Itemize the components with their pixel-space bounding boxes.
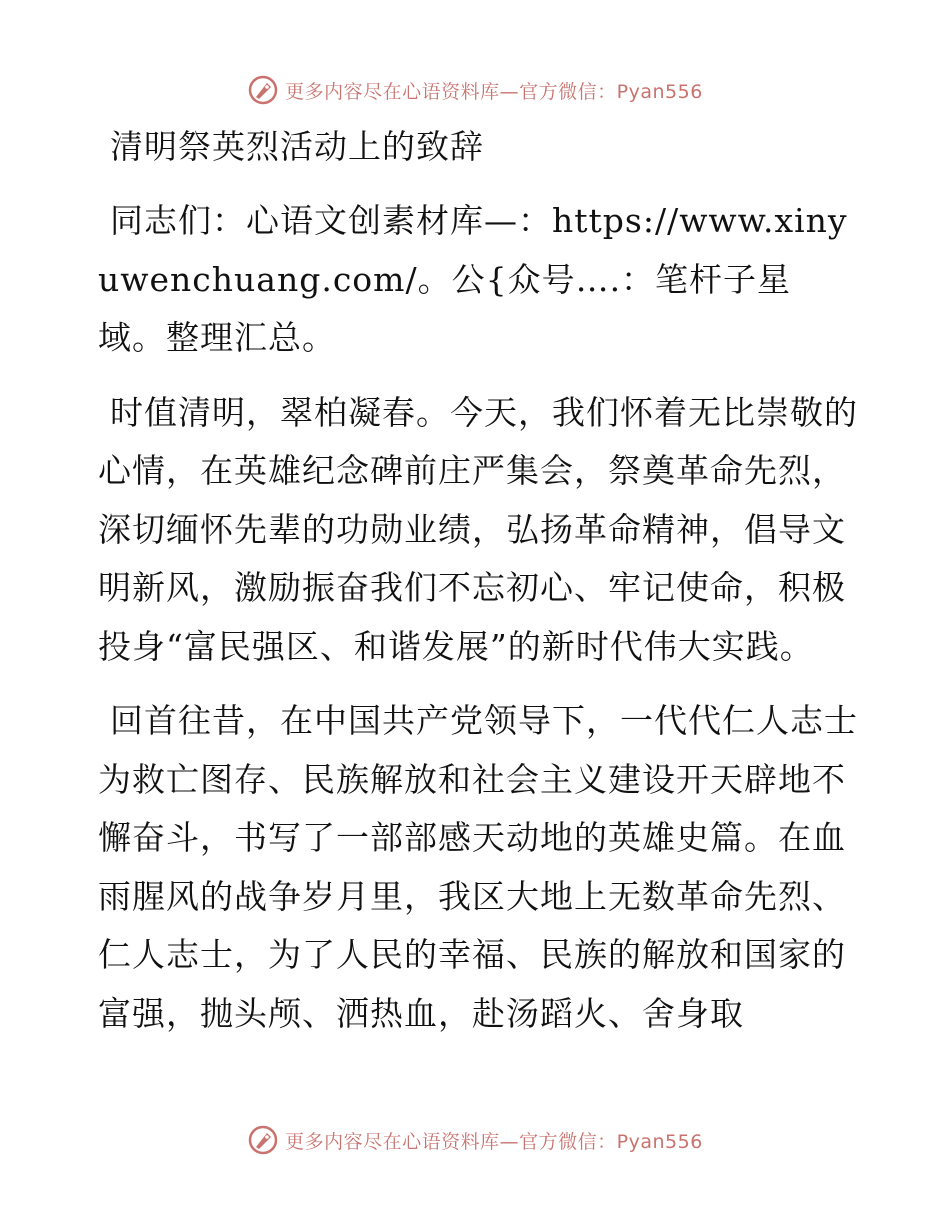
pen-nib-logo-icon (247, 1124, 279, 1156)
paragraph-1: 同志们：心语文创素材库—：https://www.xinyuwenchuang.com/。公{众号….：笔杆子星域。整理汇总。 (98, 201, 848, 357)
document-body (98, 118, 858, 1059)
footer-watermark-text: 更多内容尽在心语资料库—官方微信：Pyan556 (285, 1130, 703, 1153)
pen-nib-logo-icon (247, 74, 279, 106)
document-title: 清明祭英烈活动上的致辞 (110, 127, 484, 166)
header-watermark-banner (0, 70, 950, 110)
header-watermark-text: 更多内容尽在心语资料库—官方微信：Pyan556 (285, 80, 703, 103)
footer-watermark-banner (0, 1120, 950, 1160)
paragraph-3: 回首往昔，在中国共产党领导下，一代代仁人志士为救亡图存、民族解放和社会主义建设开天辟地不懈奋斗，书写了一部部感天动地的英雄史篇。在血雨腥风的战争岁月里，我区大地上无数革命先烈、仁人志士，为了人民的幸福、民族的解放和国家的富强，抛头颅、洒热血，赴汤蹈火、舍身取 (98, 701, 858, 1033)
paragraph-2: 时值清明，翠柏凝春。今天，我们怀着无比崇敬的心情，在英雄纪念碑前庄严集会，祭奠革命先烈，深切缅怀先辈的功勋业绩，弘扬革命精神，倡导文明新风，激励振奋我们不忘初心、牢记使命，积极投身“富民强区、和谐发展”的新时代伟大实践。 (98, 392, 858, 666)
